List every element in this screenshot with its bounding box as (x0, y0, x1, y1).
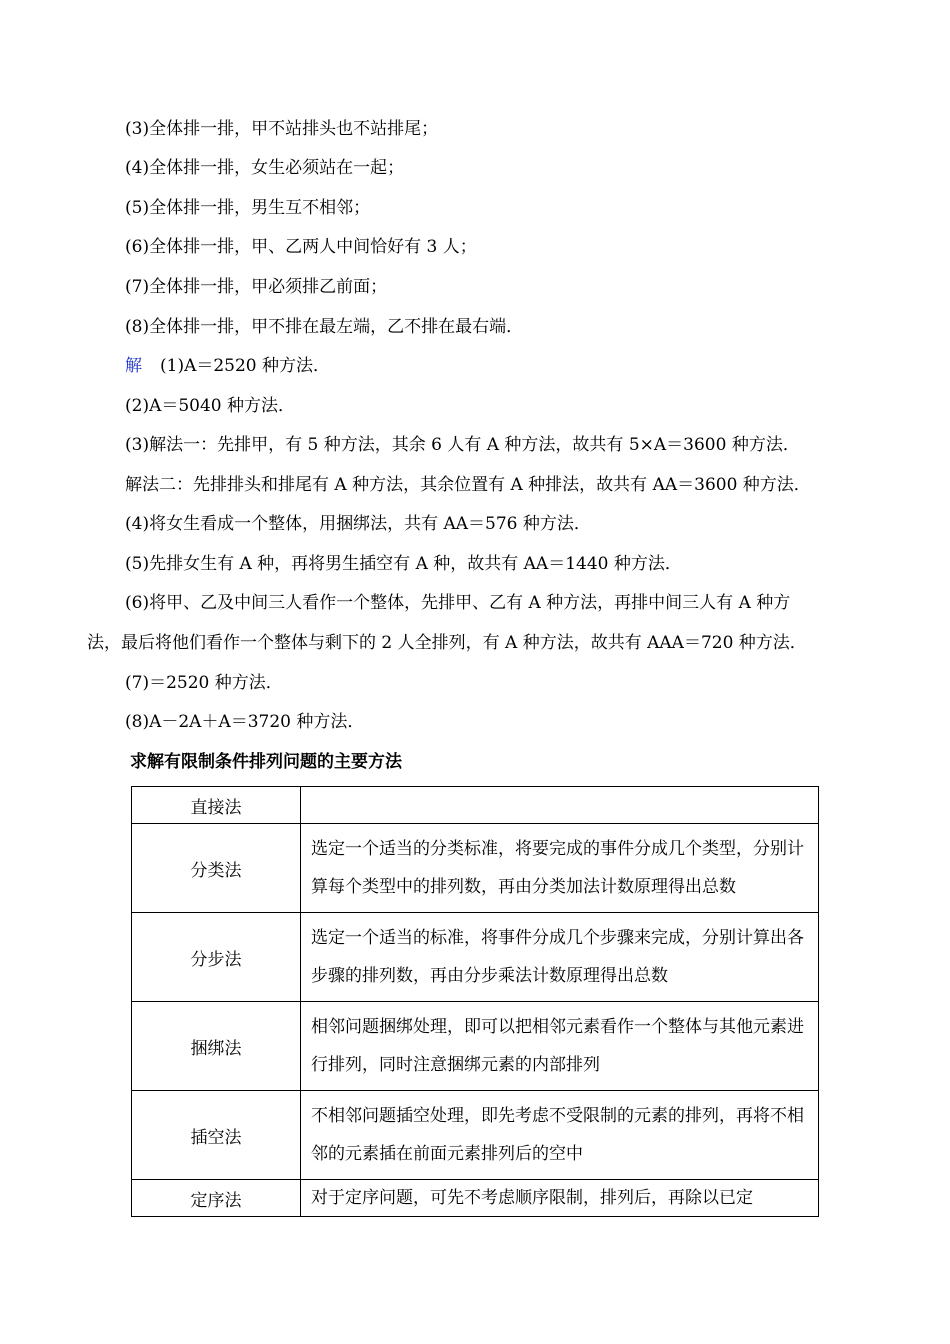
method-name: 捆绑法 (132, 1002, 301, 1091)
solution-line: (5)先排女生有 A 种，再将男生插空有 A 种，故共有 AA＝1440 种方法． (125, 554, 682, 574)
method-name: 分步法 (132, 913, 301, 1002)
problem-line-6: (6)全体排一排，甲、乙两人中间恰好有 3 人； (125, 237, 477, 257)
methods-table (131, 786, 819, 1217)
solution-line: 解法二：先排排头和排尾有 A 种方法，其余位置有 A 种排法，故共有 AA＝3600 种方法． (125, 475, 811, 495)
table-row (132, 1180, 819, 1217)
method-name: 插空法 (132, 1091, 301, 1180)
table-row (132, 787, 819, 824)
problem-line-3: (3)全体排一排，甲不站排头也不站排尾； (125, 119, 439, 139)
problem-line-4: (4)全体排一排，女生必须站在一起； (125, 158, 405, 178)
section-title: 求解有限制条件排列问题的主要方法 (130, 752, 402, 772)
method-desc: 选定一个适当的标准，将事件分成几个步骤来完成，分别计算出各步骤的排列数，再由分步乘法计数原理得出总数 (301, 913, 819, 1002)
method-name: 直接法 (132, 787, 301, 824)
problem-line-5: (5)全体排一排，男生互不相邻； (125, 198, 371, 218)
method-name: 分类法 (132, 824, 301, 913)
table-row (132, 1091, 819, 1180)
solution-part-1: (1)A＝2520 种方法． (160, 356, 331, 376)
table-row (132, 1002, 819, 1091)
solution-line: (3)解法一：先排甲，有 5 种方法，其余 6 人有 A 种方法，故共有 5×A＝3600 种方法． (125, 435, 800, 455)
solution-line: (7)＝2520 种方法． (125, 673, 283, 693)
table-row (132, 824, 819, 913)
method-desc: 对于定序问题，可先不考虑顺序限制，排列后，再除以已定 (301, 1180, 819, 1217)
problem-line-7: (7)全体排一排，甲必须排乙前面； (125, 277, 388, 297)
method-name: 定序法 (132, 1180, 301, 1217)
method-desc: 不相邻问题插空处理，即先考虑不受限制的元素的排列，再将不相邻的元素插在前面元素排列后的空中 (301, 1091, 819, 1180)
solution-line: 法，最后将他们看作一个整体与剩下的 2 人全排列，有 A 种方法，故共有 AAA＝720 种方法． (87, 633, 807, 653)
method-desc: 选定一个适当的分类标准，将要完成的事件分成几个类型，分别计算每个类型中的排列数，再由分类加法计数原理得出总数 (301, 824, 819, 913)
problem-line-8: (8)全体排一排，甲不排在最左端，乙不排在最右端． (125, 317, 524, 337)
solution-line: (2)A＝5040 种方法． (125, 396, 296, 416)
solution-line: (4)将女生看成一个整体，用捆绑法，共有 AA＝576 种方法． (125, 514, 591, 534)
solution-line: (6)将甲、乙及中间三人看作一个整体，先排甲、乙有 A 种方法，再排中间三人有 A 种方 (125, 593, 791, 613)
solution-line: (8)A－2A＋A＝3720 种方法． (125, 712, 365, 732)
table-row (132, 913, 819, 1002)
solution-first-line (125, 355, 330, 377)
method-desc (301, 787, 819, 824)
solution-label: 解 (125, 356, 142, 376)
method-desc: 相邻问题捆绑处理，即可以把相邻元素看作一个整体与其他元素进行排列，同时注意捆绑元素的内部排列 (301, 1002, 819, 1091)
